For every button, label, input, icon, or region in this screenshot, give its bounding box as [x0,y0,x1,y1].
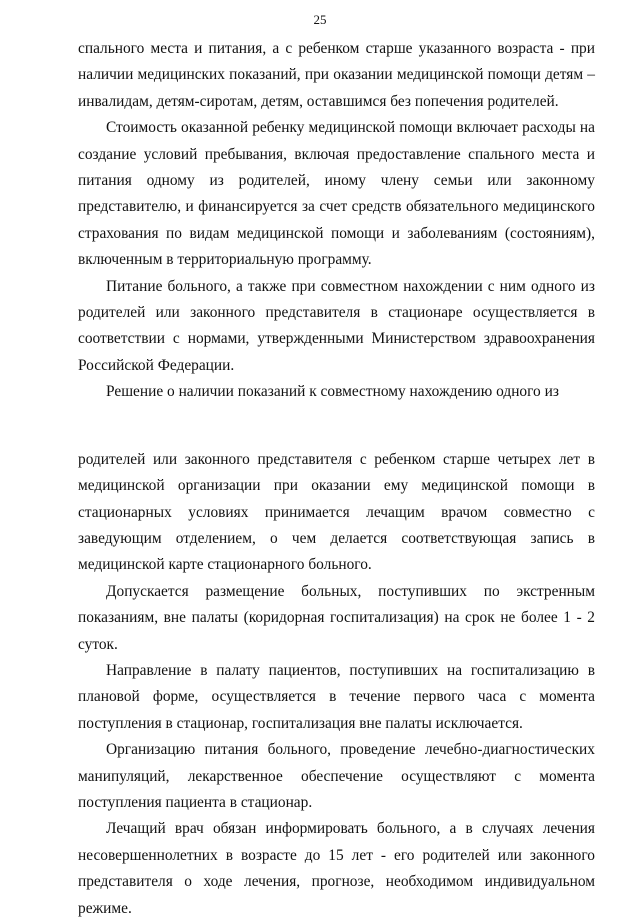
page-number: 25 [313,12,327,27]
paragraph-corridor-hospitalization: Допускается размещение больных, поступивших по экстренным показаниям, вне палаты (коридорная госпитализация) на срок не более 1 - 2 суток. [78,582,595,653]
blank-gap [78,406,595,447]
paragraph-nutrition: Питание больного, а также при совместном нахождении с ним одного из родителей или законного представителя в стационаре осуществляется в соответствии с нормами, утвержденными Министерством здравоохранения Российской Федерации. [78,277,595,374]
paragraph-cost-of-care: Стоимость оказанной ребенку медицинской помощи включает расходы на создание условий пребывания, включая предоставление спального места и питания одному из родителей, иному члену семьи или законному представителю, и финансируется за счет средств обязательного медицинского страхования по видам медицинской помощи и заболеваниям (состояниям), включенным в территориальную программу. [78,119,595,269]
paragraph-diagnostic-procedures: Организацию питания больного, проведение лечебно-диагностических манипуляций, лекарственное обеспечение осуществляют с момента поступления пациента в стационар. [78,741,595,811]
paragraph-decision-start: Решение о наличии показаний к совместному нахождению одного из [106,383,559,401]
paragraph-decision-continued: родителей или законного представителя с ребенком старше четырех лет в медицинской организации при оказании ему медицинской помощи в стационарных условиях принимается лечащим врачом совместно с заведующим отделением, о чем делается соответствующая запись в медицинской карте стационарного больного. [78,450,595,574]
paragraph-ward-assignment: Направление в палату пациентов, поступивших на госпитализацию в плановой форме, осуществляется в течение первого часа с момента поступления в стационар, госпитализация вне палаты исключается. [78,661,595,732]
paragraph-physician-duty: Лечащий врач обязан информировать больного, а в случаях лечения несовершеннолетних в возрасте до 15 лет - его родителей или законного представителя о ходе лечения, прогнозе, необходимом индивидуальном режиме. [78,820,595,917]
paragraph-continuation: спального места и питания, а с ребенком старше указанного возраста - при наличии медицинских показаний, при оказании медицинской помощи детям – инвалидам, детям-сиротам, детям, оставшимся без попечения родителей. [78,40,595,110]
document-body [78,36,595,922]
